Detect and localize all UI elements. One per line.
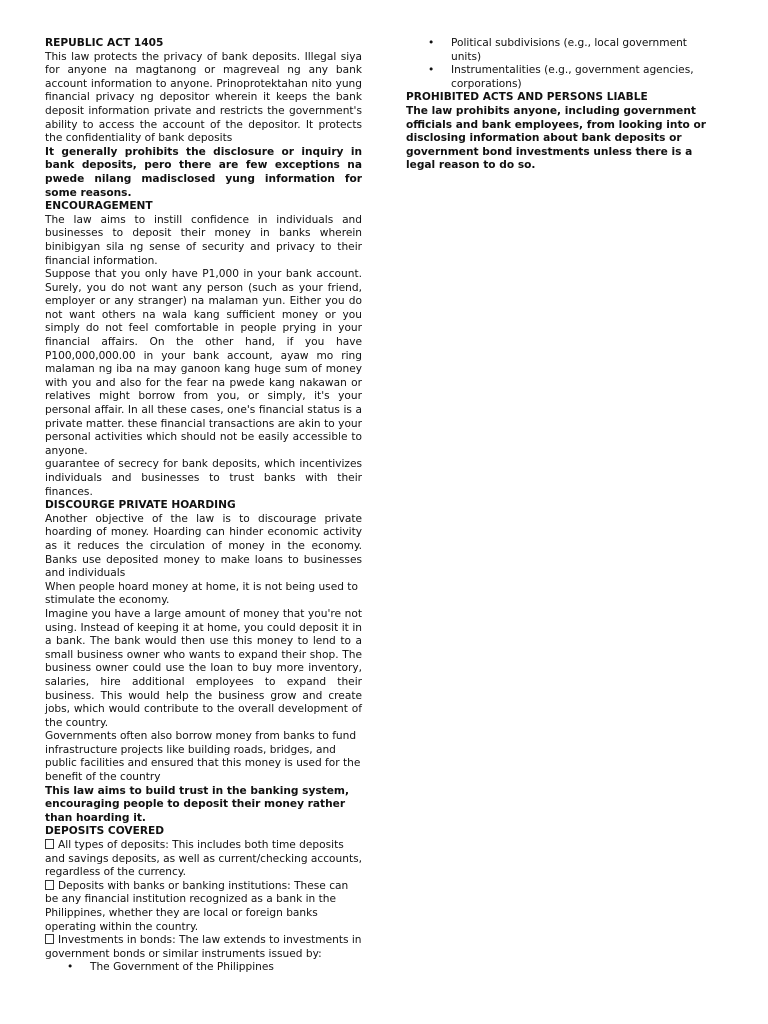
hoarding-paragraph-2: When people hoard money at home, it is not being used to stimulate the economy. [45,580,358,607]
deposits-item [45,880,362,934]
document-title: REPUBLIC ACT 1405 [45,37,164,49]
hoarding-paragraph-3: Imagine you have a large amount of money that you're not using. Instead of keeping it at home, you could deposit it in a bank. The bank would then use this money to lend to a small business owner who wants to expand their shop. The business owner could use the loan to buy more inventory, salaries, hire additional employees to expand their business. This would help the business grow and create jobs, which would contribute to the overall development of the country. [45,607,362,729]
issuer-bullet-list [45,961,362,975]
prohibited-heading: PROHIBITED ACTS AND PERSONS LIABLE [406,91,648,104]
list-item: • The Government of the Philippines [45,961,362,975]
encouragement-paragraph-3: guarantee of secrecy for bank deposits, which incentivizes individuals and businesses to trust banks with their finances. [45,458,362,498]
deposits-item-text: Deposits with banks or banking institutions: These can be any financial institution recognized as a bank in the Philippines, whether they are local or foreign banks operating within the country. [45,879,349,933]
deposits-item-text: All types of deposits: This includes both time deposits and savings deposits, as well as current/checking accounts, regardless of the currency. [45,839,363,879]
intro-paragraph: This law protects the privacy of bank deposits. Illegal siya for anyone na magtanong or magreveal ng any bank account information to anyone. Prinoprotektahan nito yung financial privacy ng depositor wherein it keeps the bank deposit information private and restricts the government's ability to access the account of the depositor. It protects the confidentiality of bank deposits [45,50,362,145]
deposits-item [45,839,362,880]
missing-glyph-icon [45,839,54,849]
deposits-item-text: Investments in bonds: The law extends to investments in government bonds or similar instruments issued by: [45,934,362,960]
prohibited-paragraph: The law prohibits anyone, including government officials and bank employees, from looking into or disclosing information about bank deposits or government bond investments unless there is a legal reason to do so. [406,104,706,172]
missing-glyph-icon [45,880,54,890]
deposits-item [45,934,362,961]
list-item: • Political subdivisions (e.g., local government units) [406,37,716,64]
hoarding-heading: DISCOURGE PRIVATE HOARDING [45,499,236,512]
list-item: • Instrumentalities (e.g., government agencies, corporations) [406,64,716,91]
encouragement-paragraph-2: Suppose that you only have P1,000 in your bank account. Surely, you do not want any person (such as your friend, employer or any stranger) na malaman yun. Either you do not want others na wala kang sufficient money or you simply do not feel comfortable in people prying in your financial affairs. On the other hand, if you have P100,000,000.00 in your bank account, ayaw mo ring malaman ng iba na may ganoon kang huge sum of money with you and also for the fear na pwede kang nakawan or relatives might borrow from you, or simply, it's your personal affair. In all these cases, one's financial status is a private matter. these financial transactions are akin to your personal activities which should not be easily accessible to anyone. [45,268,362,457]
missing-glyph-icon [45,934,54,944]
hoarding-paragraph-1: Another objective of the law is to discourage private hoarding of money. Hoarding can hinder economic activity as it reduces the circulation of money in the economy. Banks use deposited money to make loans to businesses and individuals [45,512,362,580]
hoarding-paragraph-4: Governments often also borrow money from banks to fund infrastructure projects like building roads, bridges, and public facilities and ensured that this money is used for the benefit of the country [45,730,361,784]
encouragement-paragraph-1: The law aims to instill confidence in individuals and businesses to deposit their money in banks wherein binibigyan sila ng sense of security and privacy to their financial information. [45,213,362,267]
hoarding-bold-paragraph: This law aims to build trust in the banking system, encouraging people to deposit their money rather than hoarding it. [45,784,349,824]
deposits-heading: DEPOSITS COVERED [45,825,165,838]
right-column [406,37,716,173]
intro-bold-paragraph: It generally prohibits the disclosure or inquiry in bank deposits, pero there are few exceptions na pwede nilang madisclosed yung information for some reasons. [45,145,362,199]
left-column [45,37,362,975]
encouragement-heading: ENCOURAGEMENT [45,200,153,213]
issuer-bullet-list-continued [406,37,716,91]
